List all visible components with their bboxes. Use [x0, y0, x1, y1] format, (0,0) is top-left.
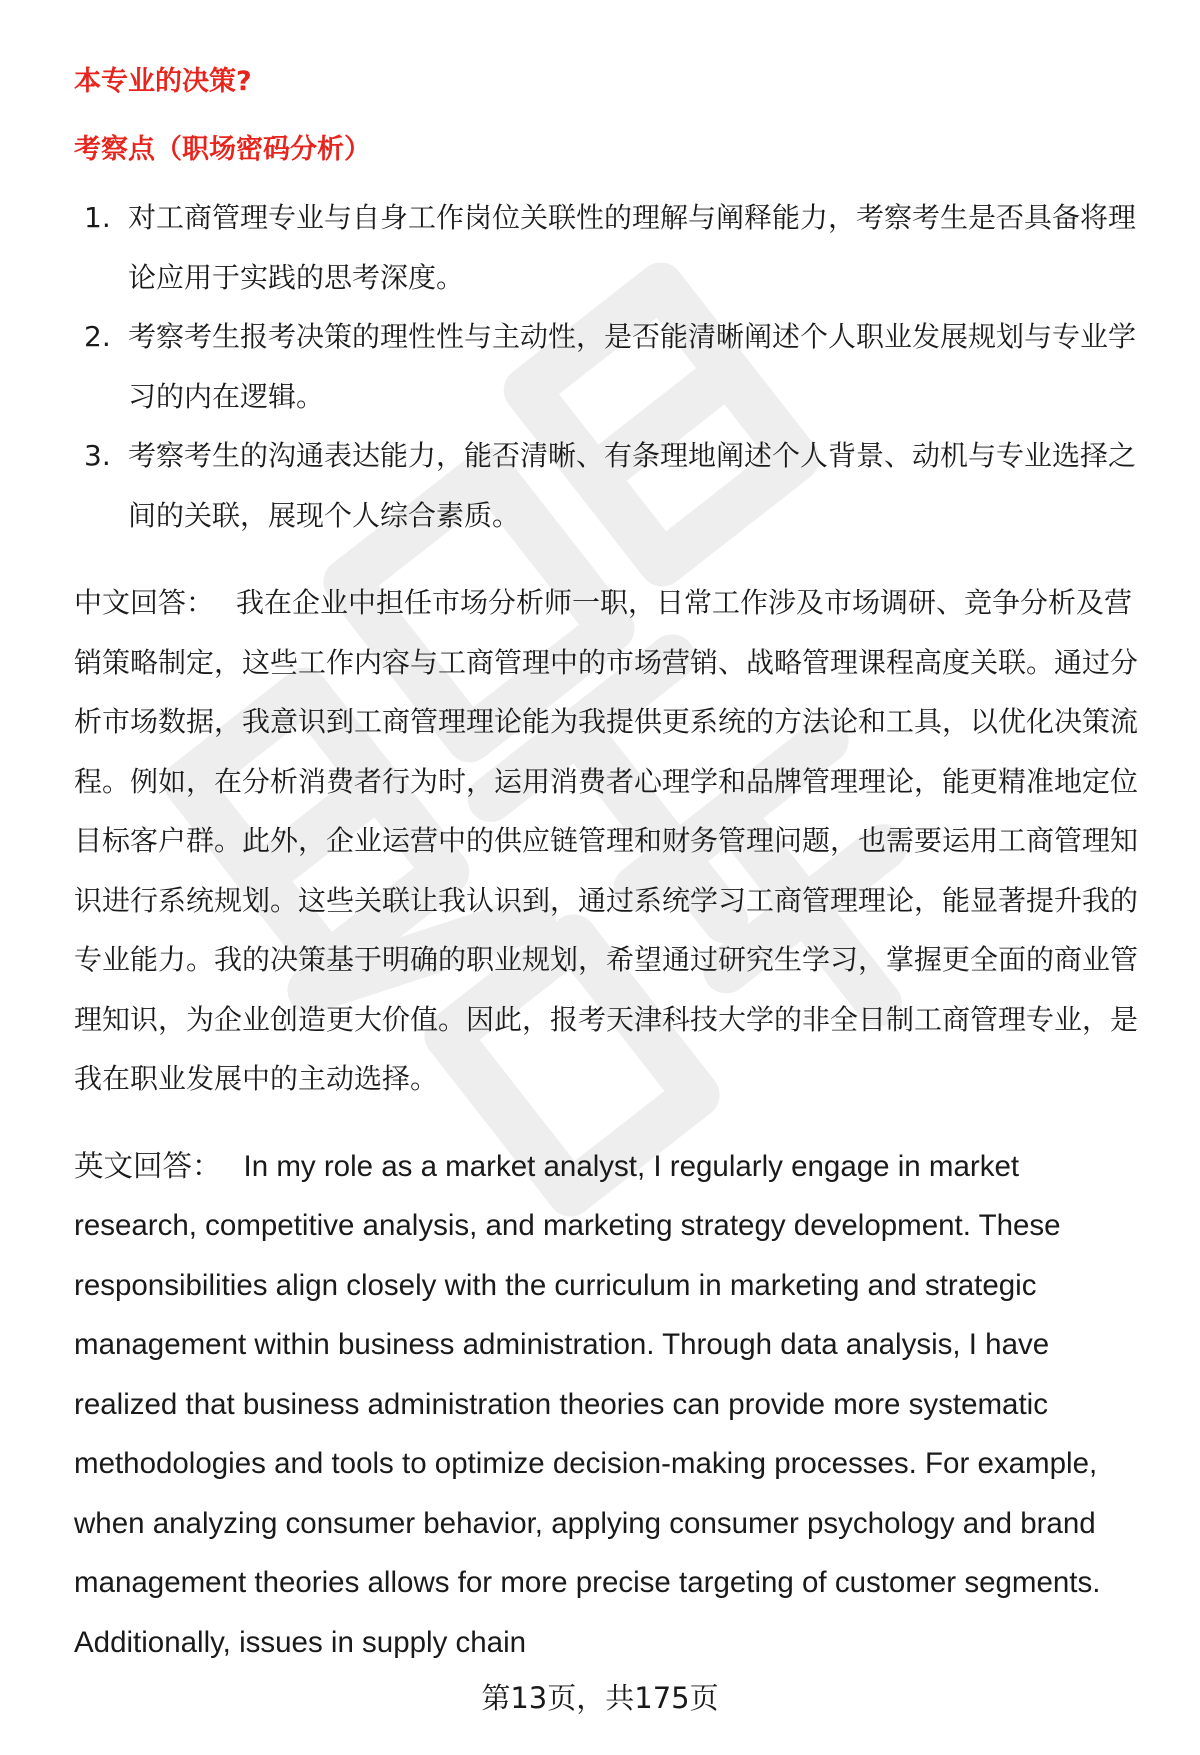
question-title: 本专业的决策? — [74, 66, 252, 97]
english-answer-label: 英文回答： — [74, 1149, 222, 1183]
exam-point-text: 考察考生报考决策的理性性与主动性，是否能清晰阐述个人职业发展规划与专业学习的内在逻辑。 — [128, 320, 1137, 413]
exam-point-item — [74, 426, 1154, 545]
chinese-answer-text: 我在企业中担任市场分析师一职，日常工作涉及市场调研、竞争分析及营销策略制定，这些工作内容与工商管理中的市场营销、战略管理课程高度关联。通过分析市场数据，我意识到工商管理理论能为我提供更系统的方法论和工具，以优化决策流程。例如，在分析消费者行为时，运用消费者心理学和品牌管理理论，能更精准地定位目标客户群。此外，企业运营中的供应链管理和财务管理问题，也需要运用工商管理知识进行系统规划。这些关联让我认识到，通过系统学习工商管理理论，能显著提升我的专业能力。我的决策基于明确的职业规划，希望通过研究生学习，掌握更全面的商业管理知识，为企业创造更大价值。因此，报考天津科技大学的非全日制工商管理专业，是我在职业发展中的主动选择。 — [74, 586, 1139, 1095]
exam-point-number: 3. — [84, 439, 111, 472]
page-number: 第13页，共175页 — [481, 1681, 719, 1715]
exam-point-item — [74, 307, 1154, 426]
page-footer — [0, 1678, 1200, 1718]
exam-point-text: 考察考生的沟通表达能力，能否清晰、有条理地阐述个人背景、动机与专业选择之间的关联，展现个人综合素质。 — [128, 439, 1137, 532]
chinese-answer-label: 中文回答： — [74, 586, 215, 619]
exam-point-number: 2. — [84, 320, 111, 353]
document-body — [74, 54, 1154, 1672]
english-answer-text: In my role as a market analyst, I regularly engage in market research, competitive analysis, and marketing strategy development. These responsibilities align closely with the curriculum in marketing and strategic management within business administration. Through data analysis, I have realized that business administration theories can provide more systematic methodologies and tools to optimize decision-making processes. For example, when analyzing consumer behavior, applying consumer psychology and brand management theories allows for more precise targeting of customer segments. Additionally, issues in supply chain — [74, 1149, 1101, 1659]
english-answer — [74, 1137, 1144, 1673]
exam-point-item — [74, 188, 1154, 307]
exam-points-heading: 考察点（职场密码分析） — [74, 134, 371, 165]
exam-points-list — [74, 188, 1154, 545]
exam-point-number: 1. — [84, 201, 111, 234]
exam-point-text: 对工商管理专业与自身工作岗位关联性的理解与阐释能力，考察考生是否具备将理论应用于实践的思考深度。 — [128, 201, 1137, 294]
chinese-answer — [74, 573, 1154, 1109]
